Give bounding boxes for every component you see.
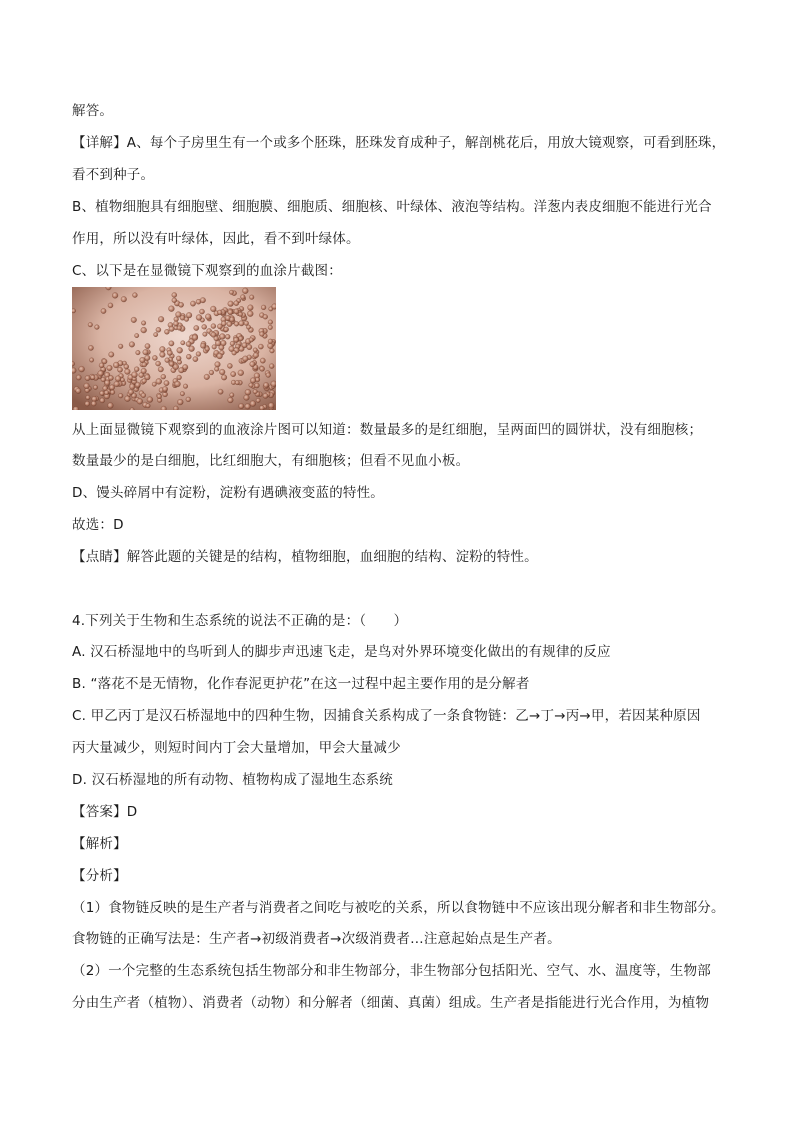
text-line: 故选：D	[72, 517, 124, 533]
analysis-label: 【解析】	[72, 836, 127, 852]
option-c-cont: 丙大量减少，则短时间内丁会大量增加，甲会大量减少	[72, 740, 401, 756]
option-c: C. 甲乙丙丁是汉石桥湿地中的四种生物，因捕食关系构成了一条食物链：乙→丁→丙→甲，若因某种原因	[72, 708, 701, 724]
question-stem: 4.下列关于生物和生态系统的说法不正确的是：（ ）	[72, 613, 408, 629]
text-line: 看不到种子。	[72, 167, 155, 183]
text-line: C、以下是在显微镜下观察到的血涂片截图：	[72, 263, 342, 279]
text-line: B、植物细胞具有细胞壁、细胞膜、细胞质、细胞核、叶绿体、液泡等结构。洋葱内表皮细胞不能进行光合	[72, 199, 712, 215]
breakdown-label: 【分析】	[72, 868, 127, 884]
text-line: 数量最少的是白细胞，比红细胞大，有细胞核；但看不见血小板。	[72, 453, 470, 469]
option-d: D. 汉石桥湿地的所有动物、植物构成了湿地生态系统	[72, 772, 393, 788]
answer-label: 【答案】D	[72, 804, 138, 820]
text-line: 分由生产者（植物）、消费者（动物）和分解者（细菌、真菌）组成。生产者是指能进行光合作用，为植物	[72, 995, 710, 1011]
text-line: （1）食物链反映的是生产者与消费者之间吃与被吃的关系，所以食物链中不应该出现分解者和非生物部分。	[72, 900, 725, 916]
text-line: 从上面显微镜下观察到的血液涂片图可以知道：数量最多的是红细胞，呈两面凹的圆饼状，没有细胞核；	[72, 422, 703, 438]
text-line: D、馒头碎屑中有淀粉，淀粉有遇碘液变蓝的特性。	[72, 485, 384, 501]
option-a: A. 汉石桥湿地中的鸟听到人的脚步声迅速飞走，是鸟对外界环境变化做出的有规律的反应	[72, 644, 611, 660]
text-line: 解答。	[72, 103, 114, 119]
text-line: 食物链的正确写法是：生产者→初级消费者→次级消费者…注意起始点是生产者。	[72, 931, 561, 947]
text-line: 作用，所以没有叶绿体，因此，看不到叶绿体。	[72, 231, 360, 247]
text-line: 【详解】A、每个子房里生有一个或多个胚珠，胚珠发育成种子，解剖桃花后，用放大镜观察，可看到胚珠，	[72, 135, 726, 151]
text-line: （2）一个完整的生态系统包括生物部分和非生物部分，非生物部分包括阳光、空气、水、温度等，生物部	[72, 963, 711, 979]
blood-smear-image	[72, 287, 276, 410]
text-line: 【点睛】解答此题的关键是的结构，植物细胞，血细胞的结构、淀粉的特性。	[72, 549, 538, 565]
option-b: B. “落花不是无情物，化作春泥更护花”在这一过程中起主要作用的是分解者	[72, 676, 530, 692]
